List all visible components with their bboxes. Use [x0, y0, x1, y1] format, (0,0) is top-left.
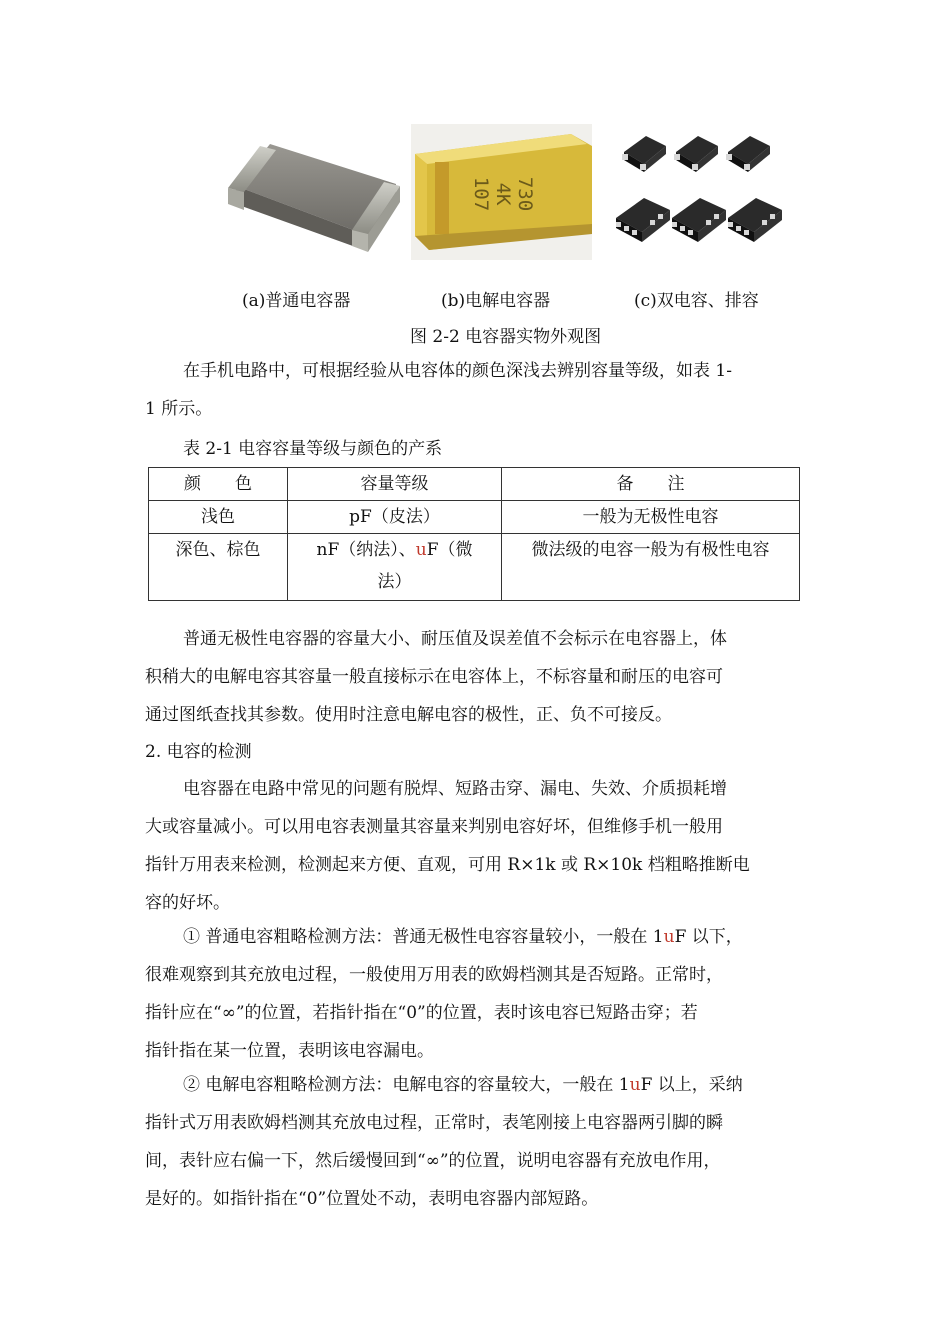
grade-text-a: nF（纳法）、 [316, 540, 416, 560]
paragraph-text-b: F 以下， [674, 927, 743, 947]
paragraph-text: 电容器在电路中常见的问题有脱焊、短路击穿、漏电、失效、介质损耗增 [183, 779, 727, 799]
figure-caption-a: (a)普通电容器 [242, 291, 351, 311]
marking-line-3: 730 [514, 176, 536, 212]
intro-line-1 [145, 352, 810, 390]
marking-line-1: 107 [470, 176, 492, 212]
paragraph-text-b: F 以上，采纳 [640, 1075, 743, 1095]
table-header-note: 备 注 [502, 468, 800, 501]
table-cell-note: 微法级的电容一般为有极性电容 [502, 534, 800, 601]
paragraph-line [145, 770, 810, 808]
paragraph-line: 指针式万用表欧姆档测其充放电过程，正常时，表笔刚接上电容器两引脚的瞬 [145, 1113, 723, 1133]
tantalum-capacitor-icon [411, 124, 592, 260]
grade-line-1 [294, 534, 495, 566]
table-cell-color: 深色、棕色 [149, 534, 288, 601]
paragraph-line [145, 1066, 810, 1104]
table-header-row [149, 468, 800, 501]
paragraph-line: 通过图纸查找其参数。使用时注意电解电容的极性，正、负不可接反。 [145, 705, 672, 725]
paragraph-line [145, 918, 810, 956]
capacity-color-table [148, 467, 800, 601]
ceramic-capacitor-icon [218, 126, 408, 261]
capacitor-array-image [610, 126, 788, 259]
capacitor-array-icon [610, 126, 788, 259]
ceramic-capacitor-image [218, 126, 408, 261]
paragraph-line: 指针指在某一位置，表明该电容漏电。 [145, 1041, 434, 1061]
paragraph-line: 大或容量减小。可以用电容表测量其容量来判别电容好坏，但维修手机一般用 [145, 817, 723, 837]
table-header-color: 颜 色 [149, 468, 288, 501]
paragraph-line: 指针万用表来检测，检测起来方便、直观，可用 R×1k 或 R×10k 档粗略推断电 [145, 855, 750, 875]
paragraph-text: 普通无极性电容器的容量大小、耐压值及误差值不会标示在电容器上，体 [183, 629, 727, 649]
table-cell-grade [288, 534, 502, 601]
grade-line-2: 法） [377, 572, 412, 592]
paragraph-line: 容的好坏。 [145, 893, 230, 913]
figure-title: 图 2-2 电容器实物外观图 [410, 327, 602, 347]
intro-text-1: 在手机电路中，可根据经验从电容体的颜色深浅去辨别容量等级，如表 1- [183, 361, 732, 381]
table-cell-note: 一般为无极性电容 [502, 501, 800, 534]
unit-u-highlight: u [663, 927, 675, 947]
section-heading: 2. 电容的检测 [145, 742, 252, 762]
grade-text-b: F（微 [426, 540, 473, 560]
table-row [149, 534, 800, 601]
paragraph-detection [145, 770, 810, 922]
paragraph-line [145, 620, 810, 658]
paragraph-text-a: ② 电解电容粗略检测方法：电解电容的容量较大，一般在 1 [183, 1075, 630, 1095]
table-cell-grade: pF（皮法） [288, 501, 502, 534]
intro-paragraph [145, 352, 810, 428]
figure-caption-b: (b)电解电容器 [441, 291, 551, 311]
tantalum-capacitor-image [411, 124, 592, 260]
table-caption: 表 2-1 电容容量等级与颜色的产系 [183, 439, 443, 459]
marking-line-2: 4K [492, 182, 514, 206]
paragraph-marking [145, 620, 810, 734]
paragraph-ordinary-capacitor [145, 918, 810, 1070]
table-cell-color: 浅色 [149, 501, 288, 534]
figure-caption-c: (c)双电容、排容 [634, 291, 759, 311]
table-header-grade: 容量等级 [288, 468, 502, 501]
grade-text-u: u [415, 540, 427, 560]
table-row [149, 501, 800, 534]
paragraph-electrolytic-capacitor [145, 1066, 810, 1218]
paragraph-line: 指针应在“∞”的位置，若指针指在“0”的位置，表时该电容已短路击穿；若 [145, 1003, 698, 1023]
unit-u-highlight: u [629, 1075, 641, 1095]
paragraph-line: 很难观察到其充放电过程，一般使用万用表的欧姆档测其是否短路。正常时， [145, 965, 723, 985]
intro-line-2: 1 所示。 [145, 399, 213, 419]
paragraph-line: 间，表针应右偏一下，然后缓慢回到“∞”的位置，说明电容器有充放电作用， [145, 1151, 721, 1171]
paragraph-line: 是好的。如指针指在“0”位置处不动，表明电容器内部短路。 [145, 1189, 599, 1209]
paragraph-line: 积稍大的电解电容其容量一般直接标示在电容体上，不标容量和耐压的电容可 [145, 667, 723, 687]
paragraph-text-a: ① 普通电容粗略检测方法：普通无极性电容容量较小，一般在 1 [183, 927, 664, 947]
